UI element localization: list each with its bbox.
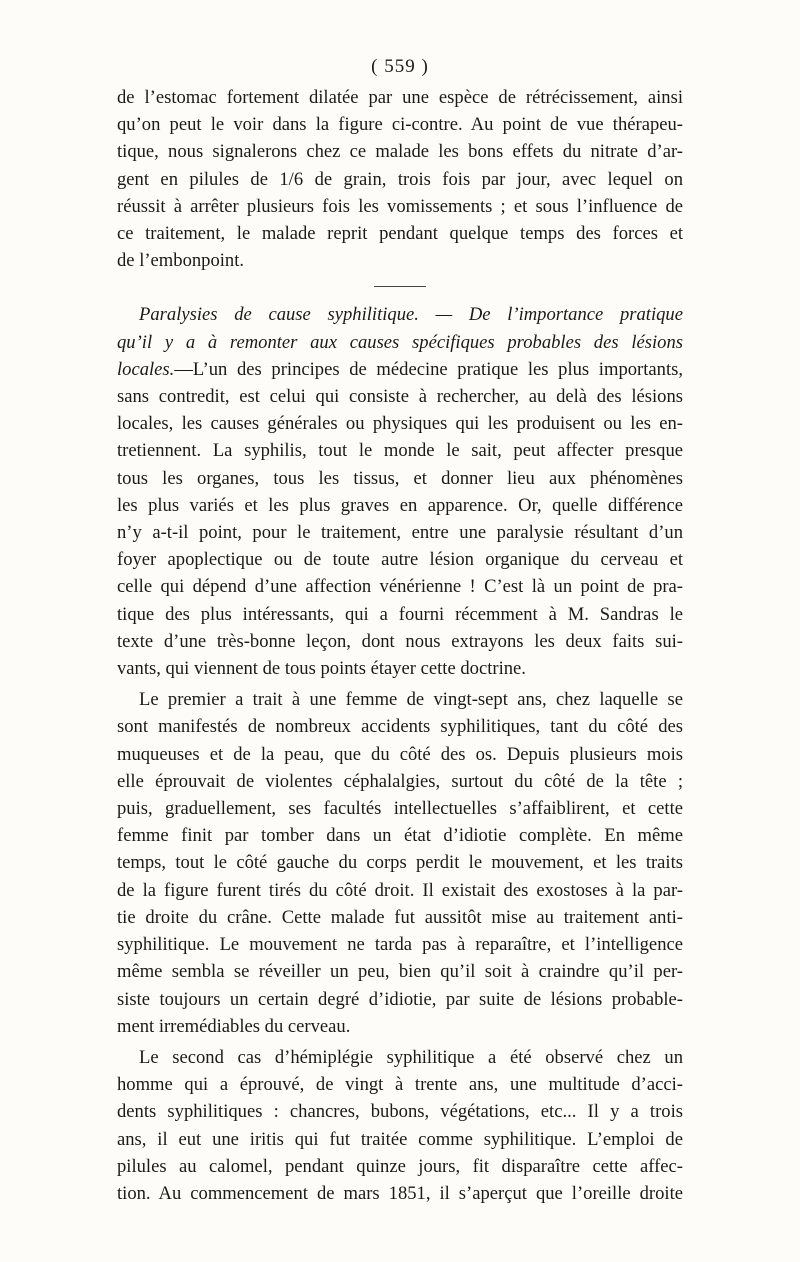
text-line: de l’embonpoint. [117,250,245,272]
text-line: tion. Au commencement de mars 1851, il s’aperçut que l’oreille droite [117,1182,683,1204]
text-line: siste toujours un certain degré d’idiotie, par suite de lésions probable- [117,988,683,1010]
text-line: de l’estomac fortement dilatée par une espèce de rétrécissement, ainsi [117,87,683,108]
text-line [117,356,683,383]
section-heading [117,301,683,328]
text-line: celle qui dépend d’une affection vénérienne ! C’est là un point de pra- [117,576,683,598]
page-text [117,84,683,1207]
text-line: texte d’une très-bonne leçon, dont nous extrayons les deux faits sui- [117,630,683,652]
text-line: Le second cas d’hémiplégie syphilitique a été observé chez un [139,1046,683,1068]
text-line: dents syphilitiques : chancres, bubons, végétations, etc... Il y a trois [117,1101,683,1123]
text-line: Le premier a trait à une femme de vingt-sept ans, chez laquelle se [139,689,683,711]
text-line: syphilitique. Le mouvement ne tarda pas à reparaître, et l’intelligence [117,934,683,956]
book-page [117,56,683,1207]
section-heading [117,329,683,356]
section-divider [374,286,426,287]
text-fragment: —L’un des principes de médecine pratique les plus importants, [174,358,683,380]
heading-text: qu’il y a à remonter aux causes spécifiques probables des lésions [117,331,683,353]
text-line: de la figure furent tirés du côté droit. Il existait des exostoses à la par- [117,879,683,901]
heading-text: locales. [117,358,175,380]
paragraph-3 [117,686,683,1040]
text-line: réussit à arrêter plusieurs fois les vomissements ; et sous l’influence de [117,195,683,217]
text-line: tique, nous signalerons chez ce malade les bons effets du nitrate d’ar- [117,141,683,163]
text-line: tous les organes, tous les tissus, et donner lieu aux phénomènes [117,467,683,489]
page-number: ( 559 ) [371,56,429,77]
text-line: temps, tout le côté gauche du corps perdit le mouvement, et les traits [117,852,683,874]
text-line: ment irremédiables du cerveau. [117,1015,351,1037]
text-line: ans, il eut une iritis qui fut traitée comme syphilitique. L’emploi de [117,1128,683,1150]
paragraph-1 [117,84,683,274]
text-line: sont manifestés de nombreux accidents syphilitiques, tant du côté des [117,716,683,738]
text-line: vants, qui viennent de tous points étayer cette doctrine. [117,658,526,680]
text-line: foyer apoplectique ou de toute autre lésion organique du cerveau et [117,549,683,571]
text-line: sans contredit, est celui qui consiste à rechercher, au delà des lésions [117,386,683,408]
text-line: tie droite du crâne. Cette malade fut aussitôt mise au traitement anti- [117,906,683,928]
heading-text: Paralysies de cause syphilitique. — De l’importance pratique [139,304,683,326]
text-line: pilules au calomel, pendant quinze jours, fit disparaître cette affec- [117,1155,683,1177]
text-line: tretiennent. La syphilis, tout le monde le sait, peut affecter presque [117,440,683,462]
paragraph-2 [117,301,683,682]
text-line: même sembla se réveiller un peu, bien qu’il soit à craindre qu’il per- [117,961,683,983]
text-line: ce traitement, le malade reprit pendant quelque temps des forces et [117,223,683,245]
text-line: locales, les causes générales ou physiques qui les produisent ou les en- [117,413,683,435]
text-line: elle éprouvait de violentes céphalalgies, surtout du côté de la tête ; [117,770,683,792]
text-line: gent en pilules de 1/6 de grain, trois fois par jour, avec lequel on [117,168,683,190]
text-line: puis, graduellement, ses facultés intellectuelles s’affaiblirent, et cette [117,798,683,820]
text-line: homme qui a éprouvé, de vingt à trente ans, une multitude d’acci- [117,1074,683,1096]
text-line: tique des plus intéressants, qui a fourni récemment à M. Sandras le [117,603,683,625]
text-line: muqueuses et de la peau, que du côté des os. Depuis plusieurs mois [117,743,683,765]
paragraph-4 [117,1044,683,1207]
text-line: femme finit par tomber dans un état d’idiotie complète. En même [117,825,683,847]
text-line: n’y a-t-il point, pour le traitement, entre une paralysie résultant d’un [117,522,683,544]
text-line: les plus variés et les plus graves en apparence. Or, quelle différence [117,494,683,516]
text-line: qu’on peut le voir dans la figure ci-contre. Au point de vue thérapeu- [117,114,683,136]
